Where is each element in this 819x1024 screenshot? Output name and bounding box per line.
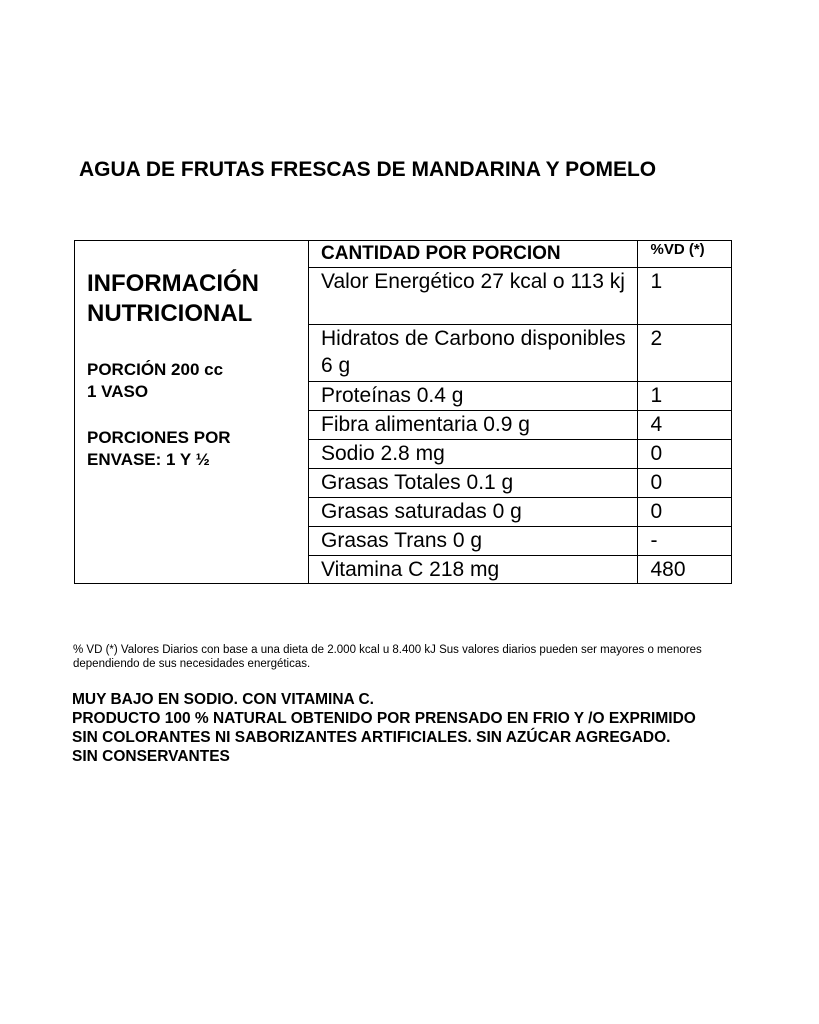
nutrient-row: [309, 324, 731, 381]
nutrient-daily-value: 0: [637, 439, 731, 468]
nutrient-name: Sodio 2.8 mg: [309, 439, 637, 468]
nutrition-facts-panel: [74, 240, 732, 584]
nutrition-heading: [87, 269, 259, 329]
nutrient-daily-value: -: [637, 526, 731, 555]
nutrient-daily-value: 0: [637, 468, 731, 497]
nutrient-table: [309, 241, 731, 584]
nutrient-table-header: [309, 241, 731, 267]
claim-line: SIN CONSERVANTES: [72, 748, 230, 765]
nutrition-heading-line: INFORMACIÓN: [87, 270, 259, 297]
nutrient-row: [309, 526, 731, 555]
nutrient-name: Valor Energético 27 kcal o 113 kj: [309, 267, 637, 324]
nutrient-row: [309, 468, 731, 497]
nutrient-row: [309, 410, 731, 439]
nutrient-name: Proteínas 0.4 g: [309, 381, 637, 410]
product-title: AGUA DE FRUTAS FRESCAS DE MANDARINA Y POMELO: [79, 158, 657, 181]
nutrient-daily-value: 4: [637, 410, 731, 439]
nutrient-row: [309, 267, 731, 324]
nutrient-row: [309, 497, 731, 526]
portions-per-package: [87, 427, 231, 471]
nutrient-name: Vitamina C 218 mg: [321, 557, 500, 581]
nutrient-name: Hidratos de Carbono disponibles 6 g: [309, 324, 637, 381]
nutrient-daily-value: 1: [637, 267, 731, 324]
nutrition-heading-line: NUTRICIONAL: [87, 300, 253, 327]
nutrient-daily-value: 0: [637, 497, 731, 526]
portions-per-package-line: PORCIONES POR: [87, 428, 231, 447]
nutrient-name: Grasas saturadas 0 g: [309, 497, 637, 526]
nutrient-name: Grasas Totales 0.1 g: [309, 468, 637, 497]
nutrient-daily-value: 2: [637, 324, 731, 381]
nutrient-row: [309, 381, 731, 410]
portion-size: [87, 359, 223, 403]
nutrient-name: Fibra alimentaria 0.9 g: [309, 410, 637, 439]
product-claims: [72, 690, 696, 766]
nutrient-daily-value: 480: [637, 555, 731, 584]
nutrient-name: Grasas Trans 0 g: [309, 526, 637, 555]
daily-value-header: %VD (*): [637, 241, 731, 267]
claim-line: SIN COLORANTES NI SABORIZANTES ARTIFICIALES. SIN AZÚCAR AGREGADO.: [72, 729, 671, 746]
claim-line: PRODUCTO 100 % NATURAL OBTENIDO POR PRENSADO EN FRIO Y /O EXPRIMIDO: [72, 710, 696, 727]
claim-line: MUY BAJO EN SODIO. CON VITAMINA C.: [72, 691, 374, 708]
nutrient-row: [309, 439, 731, 468]
daily-value-footnote: % VD (*) Valores Diarios con base a una dieta de 2.000 kcal u 8.400 kJ Sus valores diarios pueden ser mayores o menores dependiendo de sus necesidades energéticas.: [73, 644, 702, 670]
nutrient-daily-value: 1: [637, 381, 731, 410]
nutrient-row: [309, 555, 731, 584]
panel-left-column: [75, 241, 309, 583]
portions-per-package-line: ENVASE: 1 Y ½: [87, 450, 210, 469]
portion-size-line: 1 VASO: [87, 382, 149, 401]
portion-size-line: PORCIÓN 200 cc: [87, 360, 224, 379]
amount-per-serving-header: CANTIDAD POR PORCION: [309, 241, 637, 267]
